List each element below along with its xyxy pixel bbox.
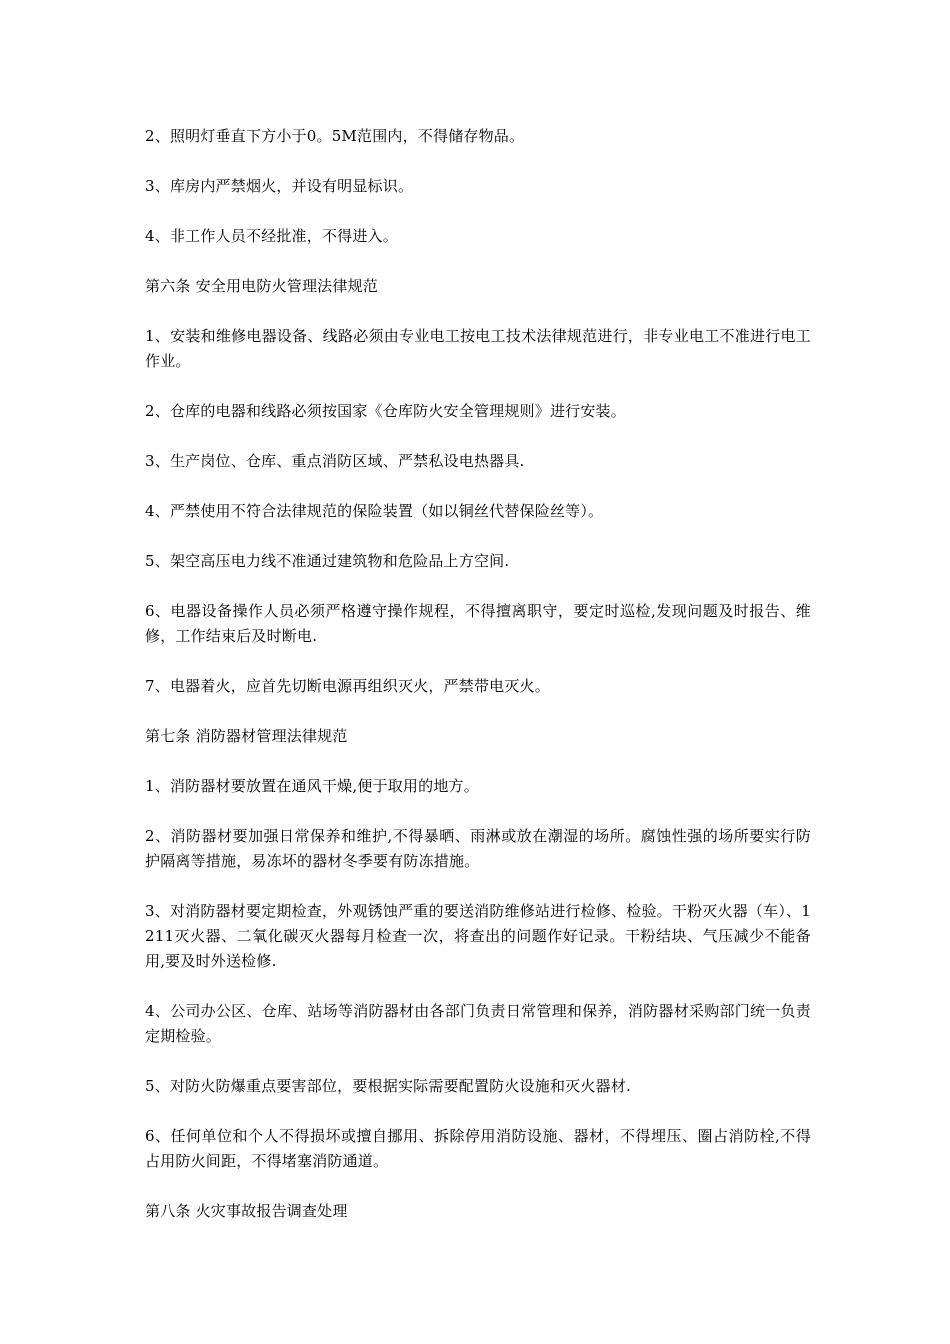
paragraph-fuse-rule: 4、严禁使用不符合法律规范的保险装置（如以铜丝代替保险丝等）。 [145, 502, 604, 520]
paragraph-no-smoking-rule: 3、库房内严禁烟火，并设有明显标识。 [145, 177, 414, 195]
paragraph-inspection-rule: 3、对消防器材要定期检查，外观锈蚀严重的要送消防维修站进行检修、检验。干粉灭火器（车）、1211灭火器、二氧化碳灭火器每月检查一次，将查出的问题作好记录。干粉结块、气压减少不能备用,要及时外送检修. [145, 902, 811, 970]
paragraph-powerline-rule: 5、架空高压电力线不准通过建筑物和危险品上方空间. [145, 552, 510, 570]
paragraph-operator-rule: 6、电器设备操作人员必须严格遵守操作规程，不得擅离职守，要定时巡检,发现问题及时报告、维修，工作结束后及时断电. [145, 602, 811, 645]
document-body [145, 124, 811, 1249]
paragraph-maintenance-rule: 2、消防器材要加强日常保养和维护,不得暴晒、雨淋或放在潮湿的场所。腐蚀性强的场所要实行防护隔离等措施，易冻坏的器材冬季要有防冻措施。 [145, 827, 811, 870]
paragraph-responsibility-rule: 4、公司办公区、仓库、站场等消防器材由各部门负责日常管理和保养，消防器材采购部门统一负责定期检验。 [145, 1002, 811, 1045]
paragraph-heater-rule: 3、生产岗位、仓库、重点消防区域、严禁私设电热器具. [145, 452, 525, 470]
paragraph-key-area-rule: 5、对防火防爆重点要害部位，要根据实际需要配置防火设施和灭火器材. [145, 1077, 631, 1095]
paragraph-placement-rule: 1、消防器材要放置在通风干燥,便于取用的地方。 [145, 777, 479, 795]
paragraph-electrical-fire-rule: 7、电器着火，应首先切断电源再组织灭火，严禁带电灭火。 [145, 677, 550, 695]
article-seven-heading: 第七条 消防器材管理法律规范 [145, 727, 348, 745]
article-six-heading: 第六条 安全用电防火管理法律规范 [145, 277, 378, 295]
paragraph-no-damage-rule: 6、任何单位和个人不得损坏或擅自挪用、拆除停用消防设施、器材，不得埋压、圈占消防栓,不得占用防火间距，不得堵塞消防通道。 [145, 1127, 811, 1170]
paragraph-lighting-rule: 2、照明灯垂直下方小于0。5M范围内，不得储存物品。 [145, 127, 525, 145]
paragraph-no-entry-rule: 4、非工作人员不经批准，不得进入。 [145, 227, 398, 245]
article-eight-heading: 第八条 火灾事故报告调查处理 [145, 1202, 348, 1220]
paragraph-electrician-rule: 1、安装和维修电器设备、线路必须由专业电工按电工技术法律规范进行，非专业电工不准进行电工作业。 [145, 327, 811, 370]
paragraph-installation-rule: 2、仓库的电器和线路必须按国家《仓库防火安全管理规则》进行安装。 [145, 402, 626, 420]
